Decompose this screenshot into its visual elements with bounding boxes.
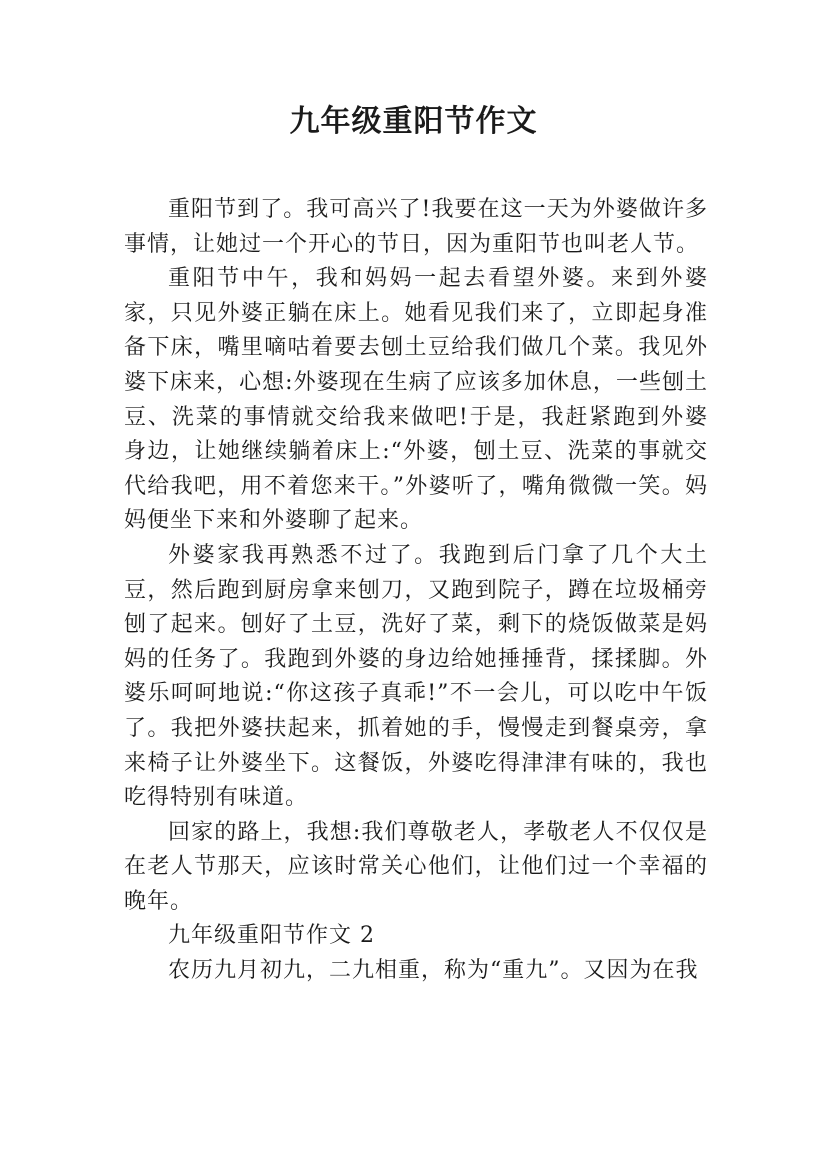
section-2-heading: 九年级重阳节作文 2 (168, 923, 375, 949)
section-2-paragraph: 农历九月初九，二九相重，称为“重九”。又因为在我 (168, 958, 699, 984)
paragraph-4: 回家的路上，我想:我们尊敬老人，孝敬老人不仅仅是在老人节那天，应该时常关心他们，让他们过一个幸福的晚年。 (124, 819, 708, 914)
paragraph-3: 外婆家我再熟悉不过了。我跑到后门拿了几个大土豆，然后跑到厨房拿来刨刀，又跑到院子，蹲在垃圾桶旁刨了起来。刨好了土豆，洗好了菜，剩下的烧饭做菜是妈妈的任务了。我跑到外婆的身边给她捶捶背，揉揉脚。外婆乐呵呵地说:“你这孩子真乖!”不一会儿，可以吃中午饭了。我把外婆扶起来，抓着她的手，慢慢走到餐桌旁，拿来椅子让外婆坐下。这餐饭，外婆吃得津津有味的，我也吃得特别有味道。 (124, 542, 708, 811)
document-body (124, 193, 708, 989)
paragraph-2: 重阳节中午，我和妈妈一起去看望外婆。来到外婆家，只见外婆正躺在床上。她看见我们来了，立即起身准备下床，嘴里嘀咕着要去刨土豆给我们做几个菜。我见外婆下床来，心想:外婆现在生病了应该多加休息，一些刨土豆、洗菜的事情就交给我来做吧!于是，我赶紧跑到外婆身边，让她继续躺着床上:“外婆，刨土豆、洗菜的事就交代给我吧，用不着您来干。”外婆听了，嘴角微微一笑。妈妈便坐下来和外婆聊了起来。 (124, 266, 708, 534)
paragraph-1: 重阳节到了。我可高兴了!我要在这一天为外婆做许多事情，让她过一个开心的节日，因为重阳节也叫老人节。 (124, 197, 708, 257)
document-title: 九年级重阳节作文 (289, 104, 538, 139)
